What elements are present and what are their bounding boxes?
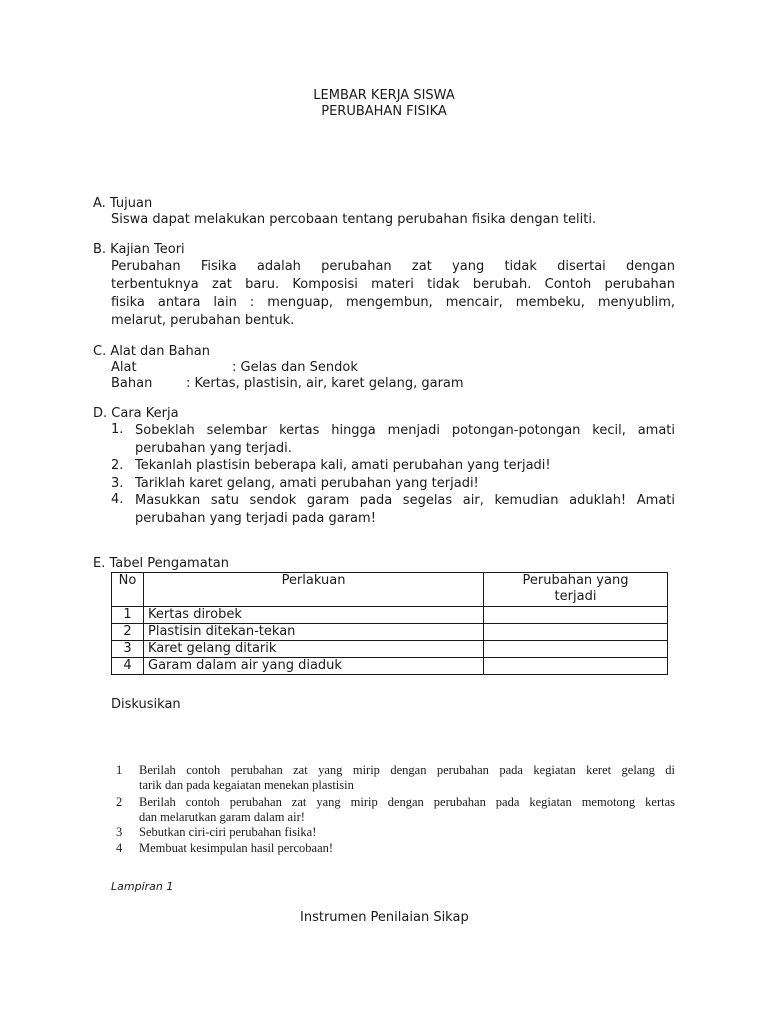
row-perubahan-cell[interactable] (484, 658, 668, 675)
bahan-value: : Kertas, plastisin, air, karet gelang, garam (186, 376, 464, 391)
discussion-line: Membuat kesimpulan hasil percobaan! (139, 841, 334, 855)
row-perlakuan: Plastisin ditekan-tekan (144, 624, 484, 641)
row-perubahan-cell[interactable] (484, 641, 668, 658)
column-header-perubahan: Perubahan yang terjadi (484, 573, 668, 607)
section-a-text: Siswa dapat melakukan percobaan tentang perubahan fisika dengan teliti. (111, 212, 597, 227)
row-no: 1 (112, 607, 144, 624)
discussion-heading: Diskusikan (111, 697, 181, 712)
table-header-row (112, 573, 668, 607)
discussion-number: 1 (116, 763, 123, 777)
step-number: 2. (111, 458, 124, 473)
step-number: 1. (111, 422, 124, 437)
discussion-line: Berilah contoh perubahan zat yang mirip dengan perubahan pada kegiatan keret gelang di (139, 763, 675, 777)
section-b-body (111, 258, 675, 330)
discussion-text (139, 795, 675, 825)
worksheet-title: LEMBAR KERJA SISWA (313, 88, 455, 103)
section-b-line: melarut, perubahan bentuk. (111, 313, 295, 328)
column-header-no: No (112, 573, 144, 607)
alat-value: : Gelas dan Sendok (232, 360, 358, 375)
section-c-heading: C. Alat dan Bahan (93, 344, 210, 359)
row-perlakuan: Kertas dirobek (144, 607, 484, 624)
step-line: Masukkan satu sendok garam pada segelas air, kemudian aduklah! Amati (135, 493, 675, 508)
section-a-heading: A. Tujuan (93, 196, 153, 211)
discussion-text (139, 763, 675, 793)
row-perlakuan: Karet gelang ditarik (144, 641, 484, 658)
discussion-number: 4 (116, 841, 123, 855)
step-text (135, 492, 675, 528)
step-line: Tekanlah plastisin beberapa kali, amati perubahan yang terjadi! (135, 458, 551, 473)
worksheet-subtitle: PERUBAHAN FISIKA (321, 104, 447, 119)
table-row (112, 607, 668, 624)
alat-label: Alat (111, 360, 137, 375)
discussion-line: Berilah contoh perubahan zat yang mirip dengan perubahan pada kegiatan memotong kertas (139, 795, 675, 809)
row-perlakuan: Garam dalam air yang diaduk (144, 658, 484, 675)
discussion-number: 2 (116, 795, 123, 809)
step-line: perubahan yang terjadi pada garam! (135, 511, 376, 526)
bahan-label: Bahan (111, 376, 153, 391)
step-number: 4. (111, 492, 124, 507)
row-no: 4 (112, 658, 144, 675)
section-b-heading: B. Kajian Teori (93, 242, 185, 257)
step-line: Tariklah karet gelang, amati perubahan yang terjadi! (135, 476, 479, 491)
discussion-line: dan melarutkan garam dalam air! (139, 810, 305, 824)
step-number: 3. (111, 476, 124, 491)
table-row (112, 641, 668, 658)
row-perubahan-cell[interactable] (484, 624, 668, 641)
table-row (112, 624, 668, 641)
row-no: 3 (112, 641, 144, 658)
section-b-line: Perubahan Fisika adalah perubahan zat yang tidak disertai dengan (111, 259, 675, 274)
section-d-heading: D. Cara Kerja (93, 406, 179, 421)
discussion-number: 3 (116, 825, 123, 839)
section-b-line: fisika antara lain : menguap, mengembun, mencair, membeku, menyublim, (111, 295, 675, 310)
step-line: perubahan yang terjadi. (135, 441, 292, 456)
column-header-perlakuan: Perlakuan (144, 573, 484, 607)
row-no: 2 (112, 624, 144, 641)
section-b-line: terbentuknya zat baru. Komposisi materi tidak berubah. Contoh perubahan (111, 277, 675, 292)
discussion-line: Sebutkan ciri-ciri perubahan fisika! (139, 825, 317, 839)
table-row (112, 658, 668, 675)
appendix-label: Lampiran 1 (111, 880, 174, 893)
discussion-line: tarik dan pada kegaiatan menekan plastisin (139, 778, 354, 792)
step-line: Sobeklah selembar kertas hingga menjadi potongan-potongan kecil, amati (135, 423, 675, 438)
appendix-title: Instrumen Penilaian Sikap (300, 910, 469, 925)
observation-table (111, 572, 668, 675)
row-perubahan-cell[interactable] (484, 607, 668, 624)
step-text (135, 422, 675, 458)
section-e-heading: E. Tabel Pengamatan (93, 556, 229, 571)
